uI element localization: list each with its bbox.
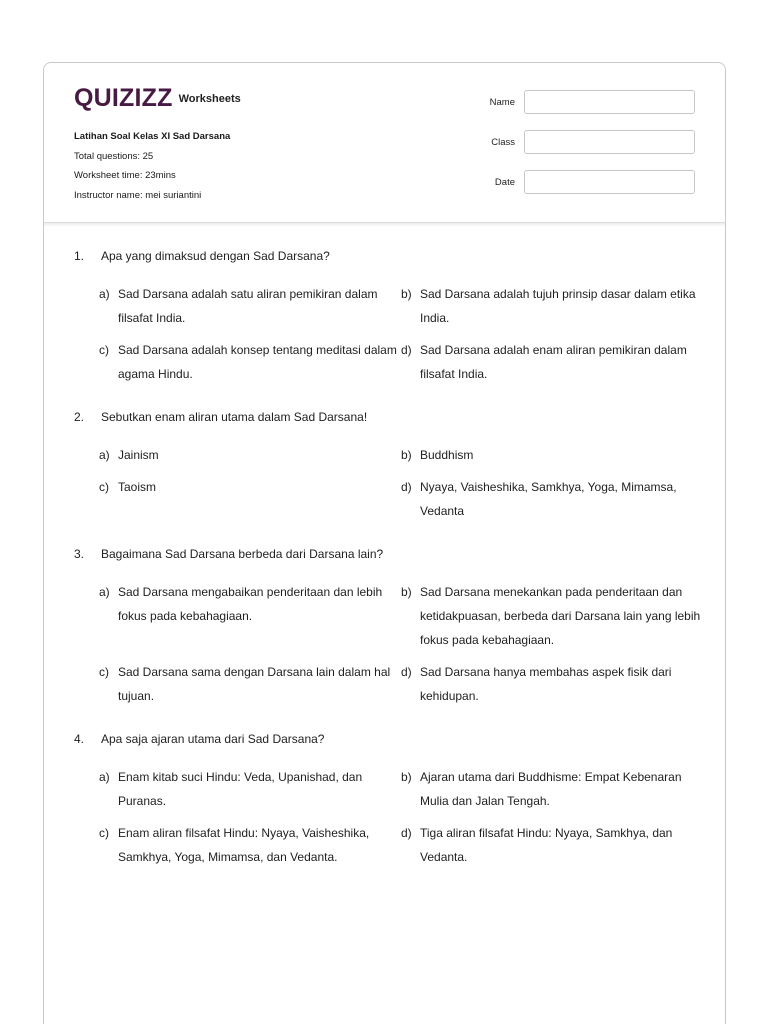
question-number: 3. [74, 547, 85, 561]
question-text: Bagaimana Sad Darsana berbeda dari Darsana lain? [101, 547, 384, 561]
option-letter: b) [401, 287, 412, 301]
option-letter: b) [401, 585, 412, 599]
date-label: Date [494, 176, 515, 188]
option-text: Sad Darsana adalah konsep tentang meditasi dalam agama Hindu. [118, 343, 397, 381]
answer-option [401, 580, 701, 652]
option-text: Enam aliran filsafat Hindu: Nyaya, Vaisheshika, Samkhya, Yoga, Mimamsa, dan Vedanta. [118, 826, 370, 864]
question-number: 4. [74, 732, 85, 746]
answer-option [99, 475, 399, 523]
option-text: Enam kitab suci Hindu: Veda, Upanishad, dan Puranas. [118, 770, 363, 808]
name-field-row [455, 90, 695, 114]
answer-option [401, 475, 701, 523]
answer-option [401, 338, 701, 386]
option-letter: c) [99, 480, 109, 494]
answer-option [401, 660, 701, 708]
instructor-name: Instructor name: mei suriantini [74, 189, 202, 201]
option-text: Sad Darsana adalah tujuh prinsip dasar dalam etika India. [420, 287, 696, 325]
total-questions: Total questions: 25 [74, 150, 154, 162]
student-fields [455, 90, 695, 210]
answer-option [401, 765, 701, 813]
option-text: Taoism [118, 480, 157, 494]
option-text: Buddhism [420, 448, 474, 462]
option-letter: a) [99, 448, 110, 462]
option-letter: a) [99, 585, 110, 599]
option-letter: b) [401, 448, 412, 462]
question-text: Sebutkan enam aliran utama dalam Sad Darsana! [101, 410, 368, 424]
answer-option [401, 282, 701, 330]
answer-option [99, 765, 399, 813]
answer-option [99, 580, 399, 652]
question-item [74, 408, 699, 523]
answer-options [74, 443, 699, 523]
class-label: Class [491, 136, 515, 148]
option-text: Sad Darsana menekankan pada penderitaan dan ketidakpuasan, berbeda dari Darsana lain yang lebih fokus pada kebahagiaan. [420, 585, 701, 647]
option-text: Nyaya, Vaisheshika, Samkhya, Yoga, Mimamsa, Vedanta [420, 480, 677, 518]
answer-option [99, 821, 399, 869]
option-letter: b) [401, 770, 412, 784]
name-input[interactable] [524, 90, 695, 114]
question-item [74, 730, 699, 869]
option-text: Sad Darsana adalah satu aliran pemikiran dalam filsafat India. [118, 287, 378, 325]
option-letter: a) [99, 287, 110, 301]
quizizz-logo: QUIZIZZ [74, 84, 173, 112]
option-letter: a) [99, 770, 110, 784]
option-text: Sad Darsana sama dengan Darsana lain dalam hal tujuan. [118, 665, 391, 703]
answer-option [99, 660, 399, 708]
class-field-row [455, 130, 695, 154]
question-header [74, 247, 699, 265]
question-header [74, 730, 699, 748]
option-text: Sad Darsana mengabaikan penderitaan dan lebih fokus pada kebahagiaan. [118, 585, 383, 623]
answer-option [401, 443, 701, 467]
answer-option [99, 282, 399, 330]
answer-options [74, 580, 699, 708]
question-header [74, 545, 699, 563]
brand [74, 85, 241, 111]
option-letter: c) [99, 665, 109, 679]
answer-options [74, 282, 699, 386]
option-text: Sad Darsana hanya membahas aspek fisik dari kehidupan. [420, 665, 672, 703]
option-letter: d) [401, 343, 412, 357]
option-letter: d) [401, 665, 412, 679]
option-letter: c) [99, 826, 109, 840]
question-header [74, 408, 699, 426]
worksheet-header [44, 63, 725, 223]
brand-tagline: Worksheets [178, 93, 241, 105]
question-list [74, 247, 699, 891]
option-letter: d) [401, 480, 412, 494]
worksheet-page [43, 62, 726, 1024]
date-input[interactable] [524, 170, 695, 194]
class-input[interactable] [524, 130, 695, 154]
answer-option [401, 821, 701, 869]
question-number: 1. [74, 249, 85, 263]
header-divider [44, 223, 725, 227]
option-text: Jainism [118, 448, 159, 462]
option-letter: c) [99, 343, 109, 357]
worksheet-title: Latihan Soal Kelas XI Sad Darsana [74, 131, 231, 142]
answer-options [74, 765, 699, 869]
worksheet-meta [74, 127, 230, 205]
option-text: Ajaran utama dari Buddhisme: Empat Kebenaran Mulia dan Jalan Tengah. [420, 770, 682, 808]
question-number: 2. [74, 410, 85, 424]
option-text: Tiga aliran filsafat Hindu: Nyaya, Samkhya, dan Vedanta. [420, 826, 673, 864]
question-item [74, 247, 699, 386]
question-item [74, 545, 699, 708]
option-letter: d) [401, 826, 412, 840]
question-text: Apa yang dimaksud dengan Sad Darsana? [101, 249, 330, 263]
worksheet-time: Worksheet time: 23mins [74, 170, 176, 181]
answer-option [99, 443, 399, 467]
question-text: Apa saja ajaran utama dari Sad Darsana? [101, 732, 325, 746]
date-field-row [455, 170, 695, 194]
answer-option [99, 338, 399, 386]
name-label: Name [489, 96, 515, 108]
option-text: Sad Darsana adalah enam aliran pemikiran dalam filsafat India. [420, 343, 687, 381]
